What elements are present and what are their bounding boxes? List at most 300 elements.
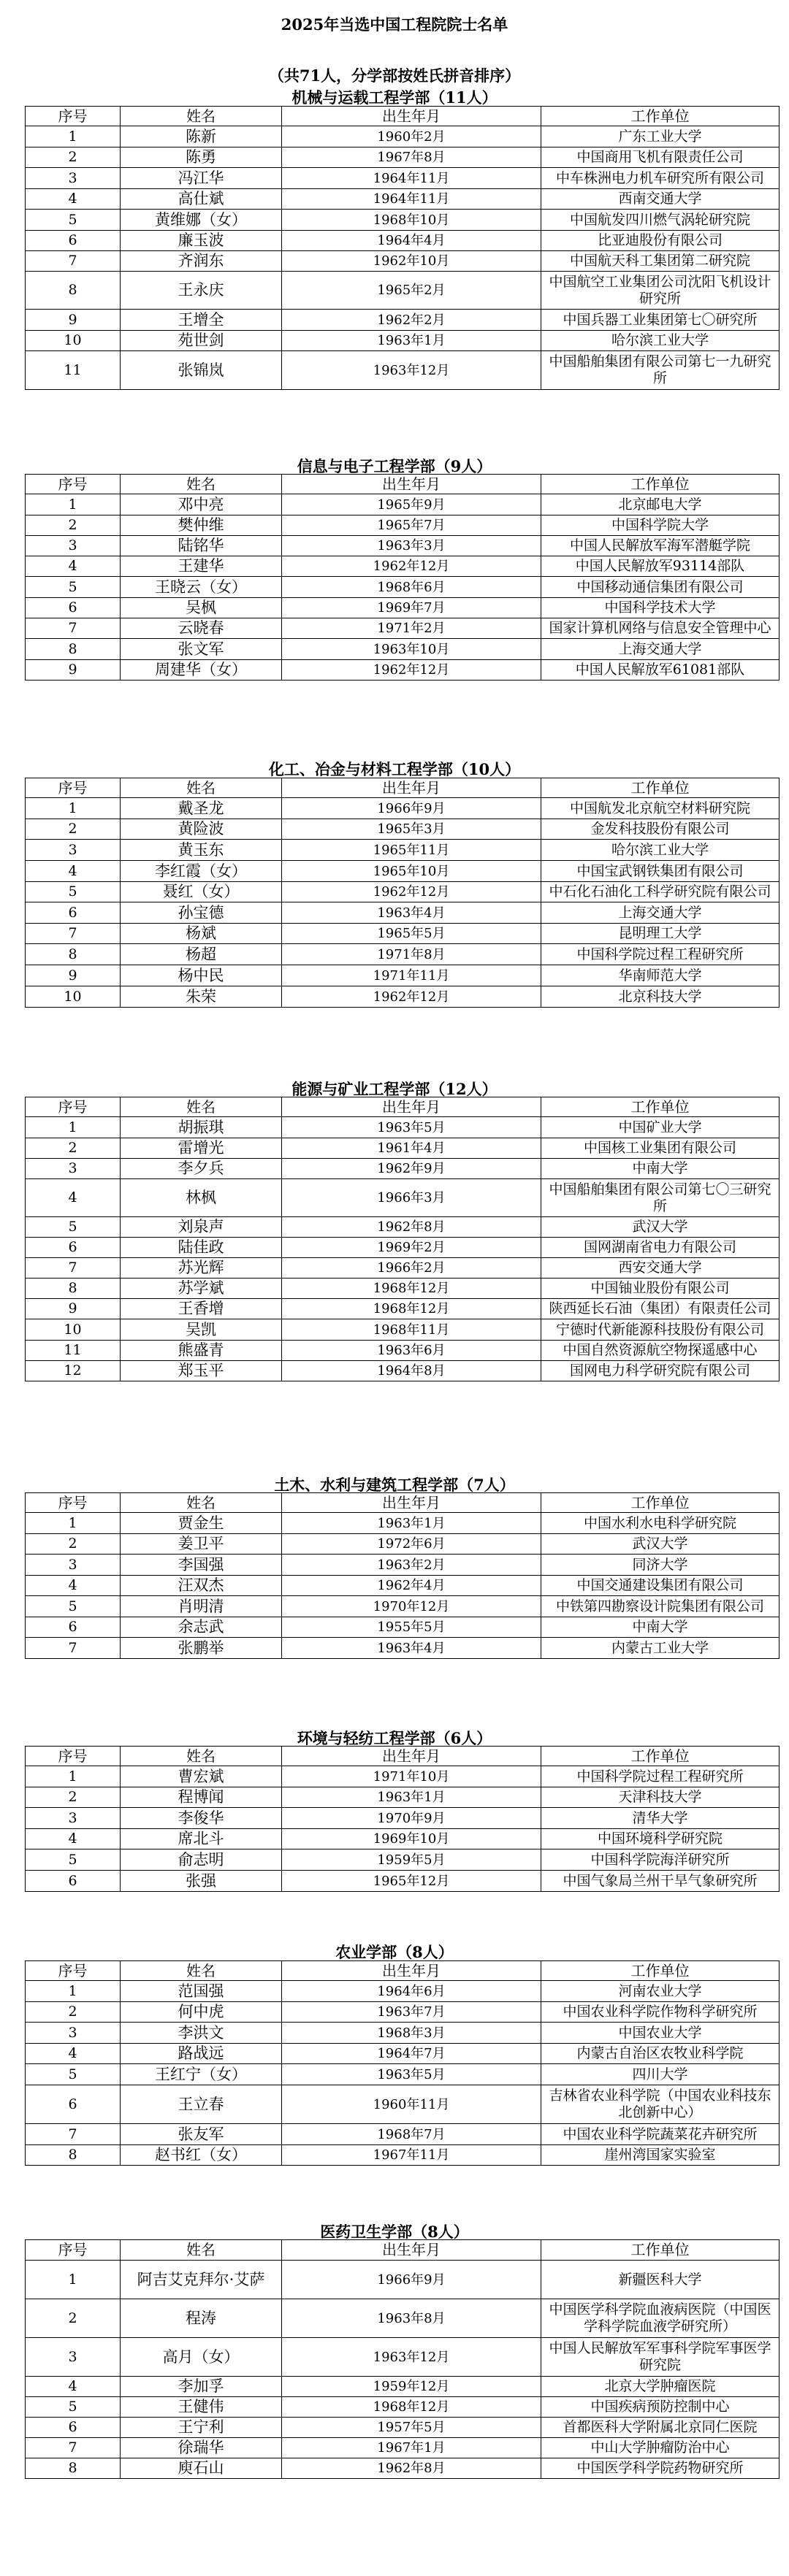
table-row [26, 1361, 780, 1381]
cell-birth: 1962年12月 [282, 660, 541, 681]
table-row [26, 965, 780, 986]
cell-unit: 中国农业科学院作物科学研究所 [541, 2002, 780, 2023]
column-header-name: 姓名 [121, 778, 282, 798]
cell-birth: 1963年12月 [282, 2338, 541, 2377]
section-title: 信息与电子工程学部（9人） [297, 457, 492, 475]
section-title: 土木、水利与建筑工程学部（7人） [274, 1476, 515, 1494]
cell-name: 杨中民 [121, 965, 282, 986]
cell-seq: 4 [26, 2377, 121, 2397]
cell-birth: 1963年5月 [282, 1117, 541, 1138]
roster-table [25, 2239, 780, 2479]
cell-birth: 1968年11月 [282, 1319, 541, 1341]
table-row [26, 1871, 780, 1892]
cell-birth: 1967年11月 [282, 2145, 541, 2166]
column-header-unit: 工作单位 [541, 1097, 780, 1117]
column-header-seq: 序号 [26, 778, 121, 798]
cell-unit: 中石化石油化工科学研究院有限公司 [541, 882, 780, 902]
cell-unit: 中国医学科学院药物研究所 [541, 2458, 780, 2479]
cell-unit: 国网电力科学研究院有限公司 [541, 1361, 780, 1381]
cell-birth: 1959年5月 [282, 1849, 541, 1871]
cell-birth: 1970年12月 [282, 1596, 541, 1617]
column-header-seq: 序号 [26, 1097, 121, 1117]
cell-seq: 4 [26, 1829, 121, 1849]
cell-unit: 北京科技大学 [541, 986, 780, 1008]
table-row [26, 2085, 780, 2124]
table-row [26, 924, 780, 944]
column-header-name: 姓名 [121, 475, 282, 494]
cell-name: 高月（女） [121, 2338, 282, 2377]
cell-birth: 1970年9月 [282, 1808, 541, 1829]
cell-unit: 同济大学 [541, 1555, 780, 1576]
cell-birth: 1964年8月 [282, 1361, 541, 1381]
table-row [26, 618, 780, 639]
table-row [26, 210, 780, 231]
cell-name: 樊仲维 [121, 515, 282, 536]
cell-seq: 10 [26, 1319, 121, 1341]
table-row [26, 126, 780, 147]
table-row [26, 310, 780, 331]
column-header-birth: 出生年月 [282, 475, 541, 494]
cell-name: 冯江华 [121, 168, 282, 189]
cell-unit: 中国宝武钢铁集团有限公司 [541, 861, 780, 882]
cell-birth: 1962年12月 [282, 986, 541, 1008]
cell-unit: 中国人民解放军61081部队 [541, 660, 780, 681]
cell-birth: 1963年4月 [282, 902, 541, 924]
cell-unit: 中车株洲电力机车研究所有限公司 [541, 168, 780, 189]
cell-name: 阿吉艾克拜尔·艾萨 [121, 2261, 282, 2299]
cell-name: 徐瑞华 [121, 2438, 282, 2458]
table-row [26, 660, 780, 681]
cell-seq: 1 [26, 2261, 121, 2299]
cell-unit: 中国科学院过程工程研究所 [541, 1766, 780, 1787]
column-header-birth: 出生年月 [282, 1961, 541, 1981]
column-header-name: 姓名 [121, 1961, 282, 1981]
cell-unit: 国网湖南省电力有限公司 [541, 1238, 780, 1258]
column-header-unit: 工作单位 [541, 1961, 780, 1981]
cell-name: 黄玉东 [121, 840, 282, 861]
cell-unit: 中国航发北京航空材料研究院 [541, 798, 780, 819]
table-header-row [26, 2240, 780, 2261]
cell-seq: 10 [26, 986, 121, 1008]
cell-seq: 1 [26, 1981, 121, 2002]
cell-seq: 11 [26, 1341, 121, 1361]
cell-unit: 中国农业科学院蔬菜花卉研究所 [541, 2124, 780, 2145]
cell-seq: 8 [26, 1279, 121, 1299]
cell-name: 王永庆 [121, 272, 282, 310]
cell-unit: 中南大学 [541, 1159, 780, 1179]
table-row [26, 2397, 780, 2418]
table-row [26, 1513, 780, 1534]
cell-birth: 1968年7月 [282, 2124, 541, 2145]
cell-birth: 1963年10月 [282, 639, 541, 660]
table-row [26, 840, 780, 861]
cell-birth: 1963年1月 [282, 331, 541, 351]
column-header-name: 姓名 [121, 107, 282, 126]
cell-name: 程博闻 [121, 1787, 282, 1808]
cell-seq: 4 [26, 1576, 121, 1596]
table-header-row [26, 107, 780, 126]
section-title: 环境与轻纺工程学部（6人） [297, 1729, 492, 1747]
table-row [26, 331, 780, 351]
roster-table [25, 1960, 780, 2166]
cell-name: 余志武 [121, 1617, 282, 1638]
cell-unit: 上海交通大学 [541, 902, 780, 924]
cell-seq: 3 [26, 2338, 121, 2377]
cell-unit: 中国航发四川燃气涡轮研究院 [541, 210, 780, 231]
column-header-seq: 序号 [26, 475, 121, 494]
cell-seq: 3 [26, 536, 121, 556]
table-row [26, 1766, 780, 1787]
cell-unit: 中国航空工业集团公司沈阳飞机设计研究所 [541, 272, 780, 310]
cell-name: 熊盛青 [121, 1341, 282, 1361]
cell-birth: 1955年5月 [282, 1617, 541, 1638]
cell-name: 陆佳政 [121, 1238, 282, 1258]
table-row [26, 2145, 780, 2166]
cell-seq: 8 [26, 272, 121, 310]
cell-name: 曹宏斌 [121, 1766, 282, 1787]
column-header-seq: 序号 [26, 1747, 121, 1766]
table-row [26, 1617, 780, 1638]
cell-name: 王建华 [121, 556, 282, 577]
cell-name: 杨斌 [121, 924, 282, 944]
cell-name: 王红宁（女） [121, 2064, 282, 2085]
table-row [26, 1217, 780, 1238]
cell-name: 张文军 [121, 639, 282, 660]
table-row [26, 2044, 780, 2064]
table-header-row [26, 778, 780, 798]
table-row [26, 1555, 780, 1576]
cell-birth: 1960年11月 [282, 2085, 541, 2124]
cell-name: 戴圣龙 [121, 798, 282, 819]
cell-seq: 2 [26, 515, 121, 536]
column-header-seq: 序号 [26, 1493, 121, 1513]
cell-seq: 12 [26, 1361, 121, 1381]
table-row [26, 1787, 780, 1808]
cell-seq: 2 [26, 147, 121, 168]
cell-seq: 4 [26, 189, 121, 210]
cell-birth: 1964年4月 [282, 231, 541, 251]
cell-seq: 11 [26, 351, 121, 390]
cell-unit: 北京邮电大学 [541, 494, 780, 515]
column-header-name: 姓名 [121, 1097, 282, 1117]
cell-name: 李夕兵 [121, 1159, 282, 1179]
table-row [26, 556, 780, 577]
cell-unit: 中国人民解放军93114部队 [541, 556, 780, 577]
table-row [26, 147, 780, 168]
table-header-row [26, 1747, 780, 1766]
cell-name: 王香增 [121, 1299, 282, 1319]
cell-seq: 6 [26, 598, 121, 618]
cell-birth: 1966年9月 [282, 2261, 541, 2299]
cell-seq: 8 [26, 639, 121, 660]
table-row [26, 1117, 780, 1138]
cell-seq: 9 [26, 1299, 121, 1319]
section-title: 农业学部（8人） [335, 1943, 454, 1961]
table-row [26, 2338, 780, 2377]
cell-name: 王立春 [121, 2085, 282, 2124]
cell-birth: 1962年8月 [282, 1217, 541, 1238]
cell-seq: 3 [26, 840, 121, 861]
cell-birth: 1965年12月 [282, 1871, 541, 1892]
cell-seq: 2 [26, 2299, 121, 2338]
cell-seq: 2 [26, 1787, 121, 1808]
cell-seq: 9 [26, 660, 121, 681]
cell-seq: 4 [26, 2044, 121, 2064]
cell-seq: 2 [26, 1534, 121, 1555]
column-header-birth: 出生年月 [282, 1493, 541, 1513]
table-row [26, 861, 780, 882]
cell-seq: 8 [26, 944, 121, 965]
cell-name: 黄维娜（女） [121, 210, 282, 231]
cell-unit: 广东工业大学 [541, 126, 780, 147]
cell-seq: 7 [26, 924, 121, 944]
cell-name: 高仕斌 [121, 189, 282, 210]
cell-name: 林枫 [121, 1179, 282, 1217]
table-header-row [26, 1961, 780, 1981]
table-row [26, 598, 780, 618]
cell-unit: 中国人民解放军海军潜艇学院 [541, 536, 780, 556]
cell-name: 李加孚 [121, 2377, 282, 2397]
cell-name: 陈新 [121, 126, 282, 147]
table-row [26, 1576, 780, 1596]
cell-seq: 6 [26, 902, 121, 924]
cell-seq: 5 [26, 1217, 121, 1238]
cell-name: 李红霞（女） [121, 861, 282, 882]
cell-birth: 1972年6月 [282, 1534, 541, 1555]
table-header-row [26, 475, 780, 494]
cell-seq: 5 [26, 882, 121, 902]
cell-name: 齐润东 [121, 251, 282, 272]
cell-seq: 4 [26, 1179, 121, 1217]
cell-seq: 5 [26, 1596, 121, 1617]
section-title: 化工、冶金与材料工程学部（10人） [268, 760, 521, 778]
cell-birth: 1967年8月 [282, 147, 541, 168]
table-row [26, 2261, 780, 2299]
cell-birth: 1963年6月 [282, 1341, 541, 1361]
cell-name: 孙宝德 [121, 902, 282, 924]
cell-unit: 中南大学 [541, 1617, 780, 1638]
cell-unit: 哈尔滨工业大学 [541, 331, 780, 351]
cell-unit: 河南农业大学 [541, 1981, 780, 2002]
cell-unit: 上海交通大学 [541, 639, 780, 660]
table-row [26, 1341, 780, 1361]
cell-unit: 中国移动通信集团有限公司 [541, 577, 780, 598]
table-row [26, 882, 780, 902]
column-header-birth: 出生年月 [282, 1097, 541, 1117]
roster-table [25, 106, 780, 390]
cell-unit: 中国船舶集团有限公司第七一九研究所 [541, 351, 780, 390]
cell-unit: 四川大学 [541, 2064, 780, 2085]
table-row [26, 515, 780, 536]
table-row [26, 494, 780, 515]
cell-unit: 中山大学肿瘤防治中心 [541, 2438, 780, 2458]
table-row [26, 1849, 780, 1871]
table-row [26, 1596, 780, 1617]
cell-birth: 1966年2月 [282, 1258, 541, 1279]
cell-unit: 天津科技大学 [541, 1787, 780, 1808]
cell-name: 王晓云（女） [121, 577, 282, 598]
cell-birth: 1963年12月 [282, 351, 541, 390]
cell-birth: 1963年1月 [282, 1513, 541, 1534]
cell-unit: 中国核工业集团有限公司 [541, 1138, 780, 1159]
table-row [26, 2002, 780, 2023]
cell-unit: 中国科学院大学 [541, 515, 780, 536]
roster-table [25, 1492, 780, 1659]
cell-birth: 1962年8月 [282, 2458, 541, 2479]
cell-seq: 9 [26, 310, 121, 331]
cell-name: 云晓春 [121, 618, 282, 639]
cell-seq: 7 [26, 618, 121, 639]
table-row [26, 251, 780, 272]
cell-birth: 1963年7月 [282, 2002, 541, 2023]
cell-birth: 1960年2月 [282, 126, 541, 147]
cell-name: 刘泉声 [121, 1217, 282, 1238]
cell-birth: 1959年12月 [282, 2377, 541, 2397]
cell-seq: 1 [26, 1766, 121, 1787]
cell-seq: 6 [26, 231, 121, 251]
cell-birth: 1967年1月 [282, 2438, 541, 2458]
cell-birth: 1971年11月 [282, 965, 541, 986]
cell-name: 姜卫平 [121, 1534, 282, 1555]
cell-seq: 1 [26, 1513, 121, 1534]
cell-name: 何中虎 [121, 2002, 282, 2023]
column-header-birth: 出生年月 [282, 778, 541, 798]
cell-birth: 1966年9月 [282, 798, 541, 819]
cell-seq: 1 [26, 126, 121, 147]
cell-seq: 5 [26, 2064, 121, 2085]
column-header-name: 姓名 [121, 1747, 282, 1766]
column-header-unit: 工作单位 [541, 107, 780, 126]
cell-unit: 西南交通大学 [541, 189, 780, 210]
cell-birth: 1961年4月 [282, 1138, 541, 1159]
cell-name: 雷增光 [121, 1138, 282, 1159]
cell-unit: 北京大学肿瘤医院 [541, 2377, 780, 2397]
cell-birth: 1962年10月 [282, 251, 541, 272]
cell-seq: 3 [26, 2023, 121, 2044]
cell-unit: 清华大学 [541, 1808, 780, 1829]
cell-seq: 2 [26, 1138, 121, 1159]
cell-seq: 6 [26, 2418, 121, 2438]
table-row [26, 2124, 780, 2145]
cell-birth: 1971年8月 [282, 944, 541, 965]
column-header-seq: 序号 [26, 107, 121, 126]
column-header-birth: 出生年月 [282, 107, 541, 126]
cell-unit: 武汉大学 [541, 1534, 780, 1555]
cell-unit: 华南师范大学 [541, 965, 780, 986]
column-header-unit: 工作单位 [541, 1493, 780, 1513]
cell-unit: 新疆医科大学 [541, 2261, 780, 2299]
table-row [26, 2377, 780, 2397]
cell-birth: 1968年6月 [282, 577, 541, 598]
section-title: 医药卫生学部（8人） [320, 2223, 469, 2241]
column-header-unit: 工作单位 [541, 2240, 780, 2261]
table-row [26, 1808, 780, 1829]
cell-seq: 7 [26, 1258, 121, 1279]
column-header-name: 姓名 [121, 2240, 282, 2261]
cell-seq: 3 [26, 168, 121, 189]
table-row [26, 536, 780, 556]
cell-birth: 1969年7月 [282, 598, 541, 618]
roster-table [25, 474, 780, 681]
table-row [26, 1319, 780, 1341]
table-row [26, 1981, 780, 2002]
cell-name: 李俊华 [121, 1808, 282, 1829]
cell-name: 陈勇 [121, 147, 282, 168]
cell-seq: 4 [26, 556, 121, 577]
column-header-seq: 序号 [26, 2240, 121, 2261]
cell-name: 廉玉波 [121, 231, 282, 251]
section-title: 能源与矿业工程学部（12人） [291, 1080, 498, 1098]
table-row [26, 2418, 780, 2438]
cell-unit: 中国疾病预防控制中心 [541, 2397, 780, 2418]
cell-unit: 中铁第四勘察设计院集团有限公司 [541, 1596, 780, 1617]
cell-name: 李国强 [121, 1555, 282, 1576]
cell-birth: 1962年12月 [282, 882, 541, 902]
cell-name: 张友军 [121, 2124, 282, 2145]
column-header-unit: 工作单位 [541, 475, 780, 494]
cell-seq: 5 [26, 577, 121, 598]
column-header-unit: 工作单位 [541, 1747, 780, 1766]
cell-birth: 1957年5月 [282, 2418, 541, 2438]
cell-name: 郑玉平 [121, 1361, 282, 1381]
section-title: 机械与运载工程学部（11人） [291, 88, 498, 107]
table-header-row [26, 1493, 780, 1513]
cell-birth: 1963年2月 [282, 1555, 541, 1576]
table-row [26, 577, 780, 598]
cell-birth: 1968年10月 [282, 210, 541, 231]
cell-seq: 8 [26, 2458, 121, 2479]
table-row [26, 2023, 780, 2044]
table-row [26, 1299, 780, 1319]
cell-birth: 1963年5月 [282, 2064, 541, 2085]
cell-unit: 首都医科大学附属北京同仁医院 [541, 2418, 780, 2438]
cell-seq: 5 [26, 210, 121, 231]
cell-seq: 3 [26, 1555, 121, 1576]
cell-birth: 1971年10月 [282, 1766, 541, 1787]
cell-birth: 1965年3月 [282, 819, 541, 840]
cell-name: 杨超 [121, 944, 282, 965]
cell-name: 王宁利 [121, 2418, 282, 2438]
column-header-name: 姓名 [121, 1493, 282, 1513]
roster-table [25, 1097, 780, 1381]
cell-name: 朱荣 [121, 986, 282, 1008]
table-row [26, 351, 780, 390]
table-row [26, 1534, 780, 1555]
cell-seq: 9 [26, 965, 121, 986]
cell-name: 陆铭华 [121, 536, 282, 556]
table-row [26, 1238, 780, 1258]
cell-seq: 6 [26, 1871, 121, 1892]
cell-birth: 1965年10月 [282, 861, 541, 882]
cell-seq: 7 [26, 251, 121, 272]
cell-name: 范国强 [121, 1981, 282, 2002]
cell-name: 程涛 [121, 2299, 282, 2338]
cell-birth: 1968年12月 [282, 2397, 541, 2418]
cell-seq: 2 [26, 2002, 121, 2023]
cell-name: 张强 [121, 1871, 282, 1892]
document-subtitle: （共71人，分学部按姓氏拼音排序） [268, 66, 521, 85]
cell-unit: 西安交通大学 [541, 1258, 780, 1279]
cell-unit: 陕西延长石油（集团）有限责任公司 [541, 1299, 780, 1319]
cell-name: 黄险波 [121, 819, 282, 840]
document-title: 2025年当选中国工程院院士名单 [281, 15, 508, 34]
table-row [26, 2438, 780, 2458]
cell-seq: 10 [26, 331, 121, 351]
cell-unit: 吉林省农业科学院（中国农业科技东北创新中心） [541, 2085, 780, 2124]
table-row [26, 189, 780, 210]
cell-name: 张锦岚 [121, 351, 282, 390]
cell-unit: 中国科学院过程工程研究所 [541, 944, 780, 965]
